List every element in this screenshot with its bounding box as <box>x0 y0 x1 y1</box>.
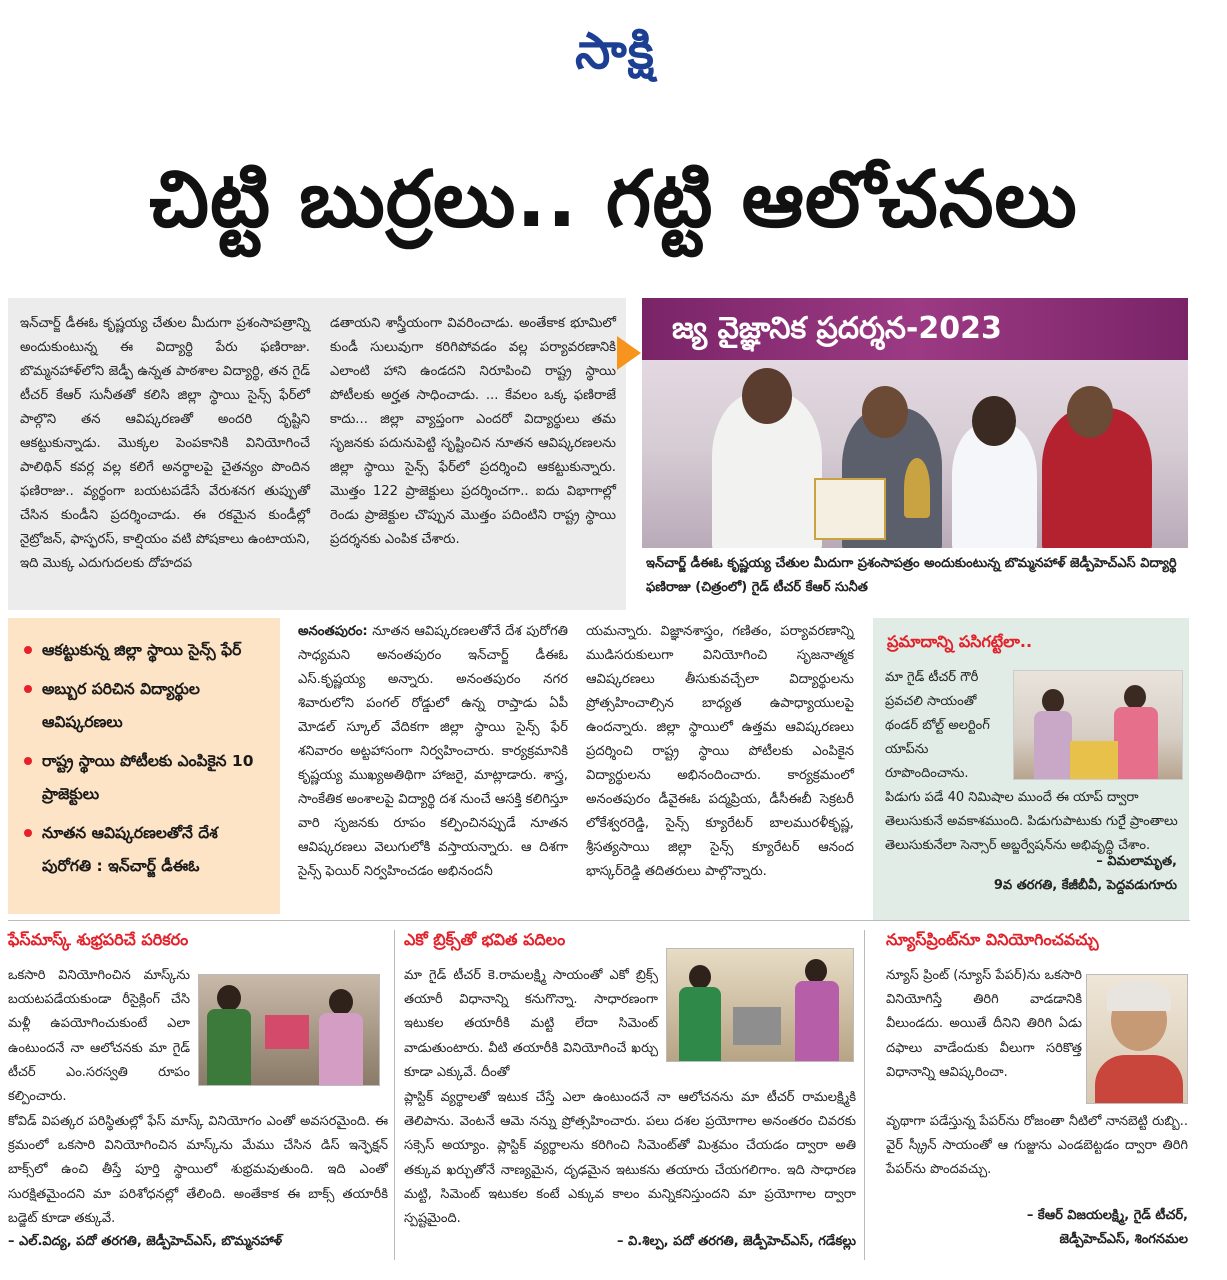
sidebox-text-wide: పిడుగు పడే 40 నిమిషాల ముందే ఈ యాప్ ద్వారా తెలుసుకునే అవకాశముంది. పిడుగుపాటుకు గురైే ప్రాంతాలు తెలుసుకునేలా సెన్సార్ అబ్జర్వేషన్‌ను అభివృద్ధి చేశాం. <box>885 790 1178 853</box>
dateline: అనంతపురం: <box>298 624 368 639</box>
credit-line: – కేఆర్ విజయలక్ష్మి, గైడ్ టీచర్, <box>1026 1208 1188 1223</box>
horizontal-divider <box>8 920 1190 921</box>
vertical-divider <box>864 930 865 1260</box>
article-column-1 <box>298 620 568 884</box>
story-title: న్యూస్‌ప్రింట్‌నూ వినియోగించవచ్చు <box>886 930 1099 949</box>
credit-line: – విమలామృత, <box>1096 854 1177 869</box>
trophy-icon <box>904 458 930 518</box>
photo-person-head <box>1067 386 1113 438</box>
story-text-wide: కోవిడ్ విపత్కర పరిస్థితుల్లో ఫేస్ మాస్క్ వినియోగం ఎంతో అవసరమైంది. ఈ క్రమంలో ఒకసారి వినియోగించిన మాస్క్‌ను మేము చేసిన డిస్ ఇన్ఫెక్షన్ బాక్స్‌లో ఉంచి తీస్తే పూర్తి స్థాయిలో శుభ్రమవుతుంది. ఇది ఎంతో సురక్షితమైందని మా పరిశోధనల్లో తేలింది. అంతేకాక ఈ బాక్స్ తయారీకి బడ్జెట్ కూడా తక్కువే. <box>8 1114 388 1226</box>
photo-person-head <box>742 368 792 424</box>
story-newsprint <box>872 930 1190 1265</box>
photo-person-head <box>862 386 908 438</box>
credit-line: 9వ తరగతి, కేజీబీవీ, పెద్దవడుగూరు <box>993 878 1177 893</box>
credit-line: జెడ్పీహెచ్ఎస్, శింగనమల <box>1059 1232 1188 1247</box>
story-facemask <box>8 930 388 1265</box>
story-photo <box>198 974 380 1086</box>
sidebox-credit <box>994 850 1177 898</box>
story-eco-bricks <box>404 930 856 1265</box>
headline: చిట్టి బుర్రలు.. గట్టి ఆలోచనలు <box>149 155 1078 245</box>
sidebox-text <box>885 666 1181 858</box>
story-photo <box>1086 974 1188 1104</box>
story-text-wide: వృథాగా పడేస్తున్న పేపర్‌ను రోజంతా నీటిలో నానబెట్టి రుబ్బి.. వైర్ స్క్రీన్ సాయంతో ఆ గుజ్జును ఎండబెట్టడం ద్వారా తిరిగి పేపర్‌ను పొందవచ్చు. <box>886 1114 1188 1178</box>
story-photo <box>666 948 854 1062</box>
story-credit: – వి.శిల్ప, పదో తరగతి, జెడ్పీహెచ్ఎస్, గడేకల్లు <box>617 1234 856 1249</box>
certificate <box>814 478 886 540</box>
intro-column-1: ఇన్‌చార్జ్ డీఈఓ కృష్ణయ్య చేతుల మీదుగా ప్రశంసాపత్రాన్ని అందుకుంటున్న ఈ విద్యార్థి పేరు ఫణిరాజు. బొమ్మనహాళ్‌లోని జెడ్పీ ఉన్నత పాఠశాల విద్యార్థి, తన గైడ్ టీచర్ కేఆర్ సునీతతో కలిసి జిల్లా స్థాయి సైన్స్ ఫేర్‌లో పాల్గొని తన ఆవిష్కరణతో అందరి దృష్టిని ఆకట్టుకున్నాడు. మొక్కల పెంపకానికి వినియోగించే పాలిథిన్ కవర్ల వల్ల కలిగే అనర్థాలపై చైతన్యం పొందిన ఫణిరాజు.. వ్యర్థంగా బయటపడేసే వేరుశనగ తుప్పుతో చేసిన కుండీని ప్రదర్శించాడు. ఈ రకమైన కుండీల్లో నైట్రోజన్, ఫాస్ఫరస్, కాల్షియం వటి పోషకాలు ఉంటాయని, ఇది మొక్క ఎదుగుదలకు దోహదప <box>20 316 310 571</box>
vertical-divider <box>394 930 395 1260</box>
sakshi-logo: సాక్షి <box>575 22 655 80</box>
story-credit <box>1027 1204 1188 1252</box>
highlight-item: అబ్బుర పరిచిన విద్యార్థుల ఆవిష్కరణలు <box>22 673 270 739</box>
story-text-narrow: న్యూస్ ప్రింట్ (న్యూస్ పేపర్)ను ఒకసారి వినియోగిస్తే తిరిగి వాడడానికి వీలుండదు. అయితే దీనిని తిరిగి ఏడు దఫాలు వాడేందుకు వీలుగా సరికొత్త విధానాన్ని ఆవిష్కరించా. <box>886 968 1082 1080</box>
highlight-item: రాష్ట్ర స్థాయి పోటీలకు ఎంపికైన 10 ప్రాజెక్టులు <box>22 745 270 811</box>
story-text-narrow: మా గైడ్ టీచర్ కె.రామలక్ష్మి సాయంతో ఎకో బ్రిక్స్ తయారీ విధానాన్ని కనుగొన్నా. సాధారణంగా ఇటుకల తయారీకి మట్టి లేదా సిమెంట్ వాడుతుంటారు. వీటి తయారీకి వినియోగించే ఖర్చు కూడా ఎక్కువే. దీంతో <box>404 968 658 1080</box>
story-text-wide: ప్లాస్టిక్ వ్యర్థాలతో ఇటుక చేస్తే ఎలా ఉంటుందనే నా ఆలోచనను మా టీచర్ రామలక్ష్మికి తెలిపాను. వెంటనే ఆమె నన్ను ప్రోత్సహించారు. పలు దశల ప్రయోగాల అనంతరం చివరకు సక్సెస్ అయ్యాం. ప్లాస్టిక్ వ్యర్థాలను కరిగించి సిమెంట్‌తో మిశ్రమం చేయడం ద్వారా అతి తక్కువ ఖర్చుతోనే నాణ్యమైన, దృఢమైన ఇటుకను తయారు చేయగలిగాం. ఇది సాధారణ మట్టి, సిమెంట్ ఇటుకల కంటే ఎక్కువ కాలం మన్నికనిస్తుందని మా ప్రయోగాల ద్వారా స్పష్టమైంది. <box>404 1090 856 1227</box>
highlight-item: ఆకట్టుకున్న జిల్లా స్థాయి సైన్స్ ఫేర్ <box>22 634 270 667</box>
sidebox-title: ప్రమాదాన్ని పసిగట్టేలా.. <box>887 632 1033 651</box>
arrow-icon <box>617 336 641 370</box>
sidebox-text-narrow: మా గైడ్ టీచర్ గౌరీ ప్రవచలి సాయంతో థండర్ బోల్ట్ అలర్టింగ్ యాప్‌ను రూపొందించాను. <box>885 670 990 781</box>
highlight-item: నూతన ఆవిష్కరణలతోనే దేశ పురోగతి : ఇన్‌చార్జ్ డీఈఓ <box>22 817 270 883</box>
article-text: నూతన ఆవిష్కరణలతోనే దేశ పురోగతి సాధ్యమని అనంతపురం ఇన్‌చార్జ్ డీఈఓ ఎస్.కృష్ణయ్య అన్నారు. అనంతపురం నగర శివారులోని పంగల్ రోడ్డులో ఉన్న రాప్తాడు ఏపీ మోడల్ స్కూల్ వేదికగా జిల్లా స్థాయి సైన్స్ ఫేర్ శనివారం అట్టహాసంగా నిర్వహించారు. కార్యక్రమానికి కృష్ణయ్య ముఖ్యఅతిథిగా హాజరై, మాట్లాడారు. శాస్త్ర, సాంకేతిక అంశాలపై విద్యార్థి దశ నుంచే ఆసక్తి కలిగిస్తూ వారి సృజనకు రూపం కల్పించినప్పుడే నూతన ఆవిష్కరణలు వెలుగులోకి వస్తాయన్నారు. ఆ దిశగా సైన్స్ ఫెయిర్ నిర్వహించడం అభినందనీ <box>298 624 568 879</box>
student-box-thunder-app <box>873 618 1189 920</box>
story-credit: – ఎల్.విద్య, పదో తరగతి, జెడ్పీహెచ్ఎస్, బొమ్మనహాళ్ <box>8 1234 283 1249</box>
photo-person-head <box>972 396 1016 446</box>
photo-banner: జ్య వైజ్ఞానిక ప్రదర్శన-2023 <box>642 298 1188 360</box>
article-column-2: యమన్నారు. విజ్ఞానశాస్త్రం, గణితం, పర్యావరణాన్ని ముడిసరుకులుగా వినియోగించి సృజనాత్మక ఆవిష్కరణలు తీసుకువచ్చేలా విద్యార్థులను ప్రోత్సహించాల్సిన బాధ్యత ఉపాధ్యాయులపై ఉందన్నారు. జిల్లా స్థాయిలో ఉత్తమ ఆవిష్కరణలు ప్రదర్శించి రాష్ట్ర స్థాయి పోటీలకు ఎంపికైన విద్యార్థులను అభినందించారు. కార్యక్రమంలో అనంతపురం డీవైఈఓ పద్మప్రియ, డీసీఈబీ సెక్రటరీ లోకేశ్వరరెడ్డి, సైన్స్ క్యూరేటర్ బాలమురళీకృష్ణ, శ్రీసత్యసాయి జిల్లా సైన్స్ క్యూరేటర్ ఆనంద భాస్కర్‌రెడ్డి తదితరులు పాల్గొన్నారు. <box>586 624 854 879</box>
story-title: ఎకో బ్రిక్స్‌తో భవిత పదిలం <box>404 930 566 949</box>
main-photo <box>642 298 1188 548</box>
highlights-box <box>8 618 280 914</box>
main-photo-caption: ఇన్‌చార్జ్ డీఈఓ కృష్ణయ్య చేతుల మీదుగా ప్రశంసాపత్రం అందుకుంటున్న బొమ్మనహాళ్ జెడ్పీహెచ్ఎస్ విద్యార్థి ఫణిరాజు (చిత్రంలో) గైడ్ టీచర్ కేఆర్ సునీత <box>646 556 1177 595</box>
story-text-narrow: ఒకసారి వినియోగించిన మాస్క్‌ను బయటపడేయకుండా రీసైక్లింగ్ చేసి మళ్లీ ఉపయోగించుకుంటే ఎలా ఉంటుందనే నా ఆలోచనకు మా గైడ్ టీచర్ ఎం.సరస్వతి రూపం కల్పించారు. <box>8 968 190 1105</box>
story-title: ఫేస్‌మాస్క్ శుభ్రపరిచే పరికరం <box>8 930 189 949</box>
intro-column-2: డతాయని శాస్త్రీయంగా వివరించాడు. అంతేకాక భూమిలో కుండీ సులువుగా కరిగిపోవడం వల్ల పర్యావరణానికి ఎలాంటి హాని ఉండదని నిరూపించి రాష్ట్ర స్థాయి పోటీలకు అర్హత సాధించాడు. ... కేవలం ఒక్క ఫణిరాజే కాదు... జిల్లా వ్యాప్తంగా ఎందరో విద్యార్థులు తమ సృజనకు పదునుపెట్టి సృష్టించిన నూతన ఆవిష్కరణలను జిల్లా స్థాయి సైన్స్ ఫేర్‌లో ప్రదర్శించి ఆకట్టుకున్నారు. మొత్తం 122 ప్రాజెక్టులు ప్రదర్శించగా.. ఐదు విభాగాల్లో రెండు ప్రాజెక్టుల చొప్పున మొత్తం పదింటిని రాష్ట్ర స్థాయి ప్రదర్శనకు ఎంపిక చేశారు. <box>330 316 616 547</box>
intro-box <box>8 298 626 610</box>
